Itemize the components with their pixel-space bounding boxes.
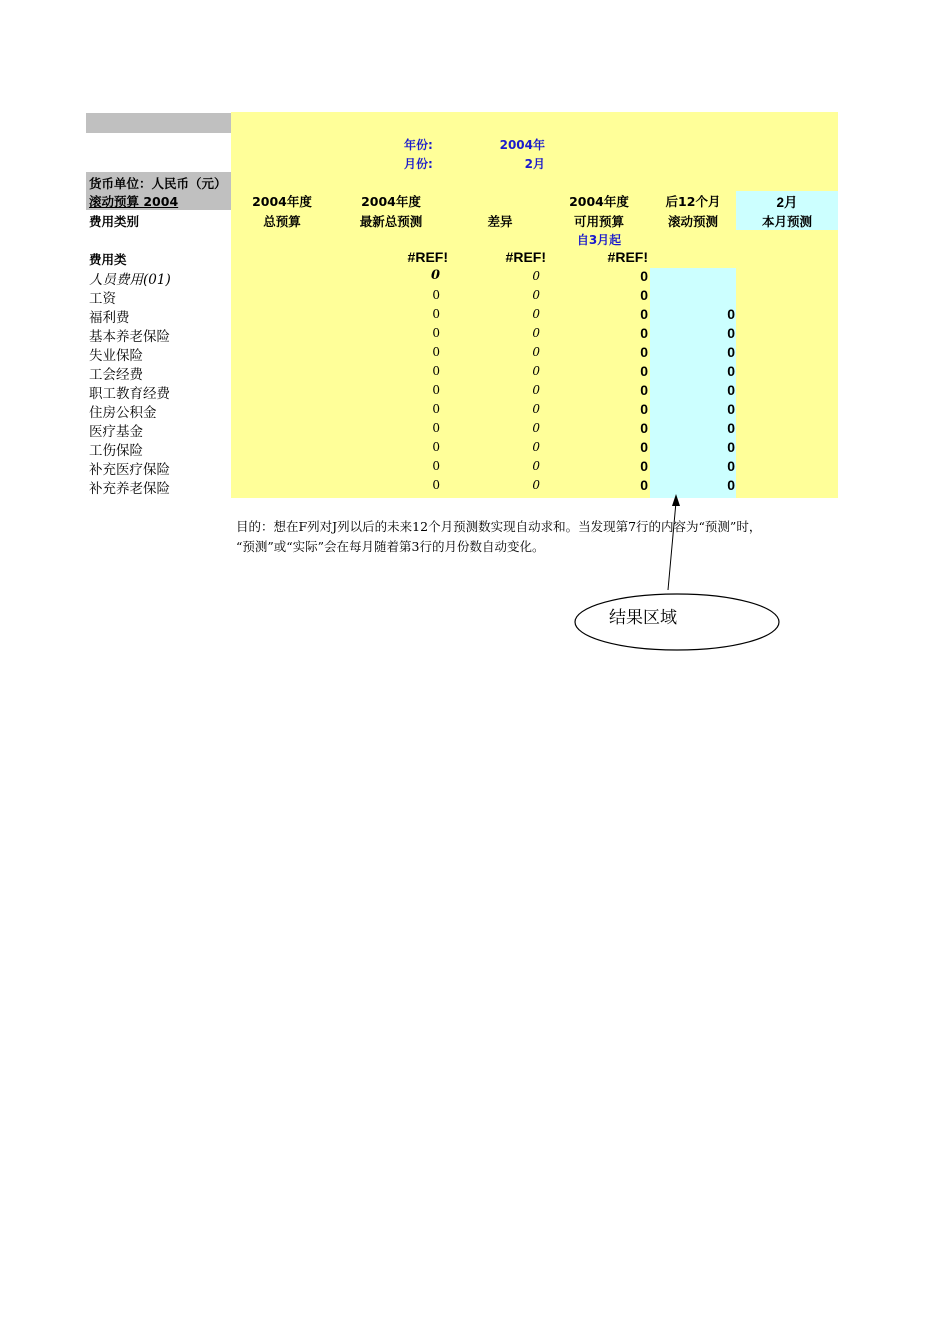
col-latest-forecast-line2: 最新总预测 (359, 214, 423, 229)
total-budget-cell[interactable]: 0 (432, 364, 440, 378)
row-label: 医疗基金 (89, 424, 143, 440)
available-budget-cell[interactable]: 0 (640, 363, 648, 379)
row-label: 福利费 (89, 310, 130, 326)
category-header: 费用类别 (89, 214, 140, 229)
available-budget-cell[interactable]: 0 (640, 420, 648, 436)
total-budget-cell[interactable]: 0 (432, 383, 440, 397)
total-budget-cell[interactable]: 0 (430, 268, 440, 283)
variance-cell[interactable]: 0 (532, 345, 540, 359)
total-budget-cell[interactable]: 0 (432, 345, 440, 359)
rolling-forecast-cell[interactable]: 0 (727, 363, 735, 379)
ref-error-cell[interactable]: #REF! (407, 249, 448, 265)
available-budget-cell[interactable]: 0 (640, 325, 648, 341)
ref-error-cell[interactable]: #REF! (505, 249, 546, 265)
rolling-forecast-cell[interactable]: 0 (727, 382, 735, 398)
available-budget-cell[interactable]: 0 (640, 439, 648, 455)
col-current-month-line1: 2月 (776, 195, 798, 210)
variance-cell[interactable]: 0 (532, 440, 540, 454)
col-latest-forecast-line1: 2004年度 (361, 194, 421, 209)
ref-error-cell[interactable]: #REF! (607, 249, 648, 265)
col-total-budget-line1: 2004年度 (252, 194, 312, 209)
variance-cell[interactable]: 0 (532, 402, 540, 416)
currency-unit: 货币单位：人民币（元） (89, 176, 227, 191)
variance-cell[interactable]: 0 (532, 307, 540, 321)
rolling-forecast-cell[interactable]: 0 (727, 420, 735, 436)
callout-label: 结果区域 (609, 608, 677, 628)
rolling-forecast-cell[interactable]: 0 (727, 325, 735, 341)
callout-ellipse (575, 594, 779, 650)
total-budget-cell[interactable]: 0 (432, 288, 440, 302)
year-label: 年份: (404, 138, 433, 152)
variance-cell[interactable]: 0 (532, 421, 540, 435)
row-label: 补充养老保险 (89, 481, 170, 497)
year-value[interactable]: 2004年 (499, 138, 545, 152)
row-label: 工伤保险 (89, 443, 143, 459)
col-available-budget-line1: 2004年度 (569, 194, 629, 209)
available-budget-cell[interactable]: 0 (640, 306, 648, 322)
available-budget-cell[interactable]: 0 (640, 268, 648, 284)
callout-arrow-line (668, 502, 676, 590)
col-total-budget-line2: 总预算 (263, 214, 301, 229)
rolling-forecast-cell[interactable]: 0 (727, 344, 735, 360)
total-budget-cell[interactable]: 0 (432, 326, 440, 340)
row-label: 补充医疗保险 (89, 462, 170, 478)
available-budget-cell[interactable]: 0 (640, 458, 648, 474)
variance-cell[interactable]: 0 (532, 364, 540, 378)
month-value[interactable]: 2月 (524, 157, 545, 171)
total-budget-cell[interactable]: 0 (432, 402, 440, 416)
variance-cell[interactable]: 0 (532, 326, 540, 340)
available-budget-cell[interactable]: 0 (640, 477, 648, 493)
total-budget-cell[interactable]: 0 (432, 440, 440, 454)
available-budget-cell[interactable]: 0 (640, 401, 648, 417)
variance-cell[interactable]: 0 (532, 383, 540, 397)
total-budget-cell[interactable]: 0 (432, 459, 440, 473)
available-budget-cell[interactable]: 0 (640, 382, 648, 398)
variance-cell[interactable]: 0 (532, 459, 540, 473)
total-budget-cell[interactable]: 0 (432, 307, 440, 321)
callout-arrowhead (672, 494, 680, 506)
purpose-note-line1: 目的：想在F列对J列以后的未来12个月预测数实现自动求和。当发现第7行的内容为“预测”时， (236, 519, 762, 534)
col-available-budget-line2: 可用预算 (573, 214, 624, 229)
total-budget-cell[interactable]: 0 (432, 478, 440, 492)
total-budget-cell[interactable]: 0 (432, 421, 440, 435)
row-label: 基本养老保险 (89, 329, 170, 345)
row-label: 住房公积金 (89, 405, 157, 421)
variance-cell[interactable]: 0 (532, 288, 540, 302)
col-rolling-forecast-line2: 滚动预测 (667, 214, 718, 229)
row-label: 工会经费 (89, 367, 143, 383)
col-current-month-line2: 本月预测 (761, 214, 812, 229)
from-month-note: 自3月起 (576, 233, 622, 247)
row-label: 失业保险 (89, 348, 143, 364)
available-budget-cell[interactable]: 0 (640, 344, 648, 360)
section-label: 费用类 (89, 252, 127, 267)
rolling-forecast-cell[interactable]: 0 (727, 477, 735, 493)
report-title: 滚动预算 2004 (89, 194, 179, 209)
rolling-forecast-cell[interactable]: 0 (727, 458, 735, 474)
row-label: 人员费用(01) (89, 272, 171, 288)
row-label: 工资 (89, 291, 116, 307)
rolling-forecast-cell[interactable]: 0 (727, 306, 735, 322)
rolling-forecast-cell[interactable]: 0 (727, 439, 735, 455)
col-variance-label: 差异 (487, 214, 513, 229)
purpose-note-line2: “预测”或“实际”会在每月随着第3行的月份数自动变化。 (236, 539, 545, 554)
available-budget-cell[interactable]: 0 (640, 287, 648, 303)
variance-cell[interactable]: 0 (532, 478, 540, 492)
col-rolling-forecast-line1: 后12个月 (665, 194, 721, 209)
month-label: 月份: (404, 157, 433, 171)
rolling-forecast-cell[interactable]: 0 (727, 401, 735, 417)
row-label: 职工教育经费 (89, 386, 170, 402)
variance-cell[interactable]: 0 (532, 269, 540, 283)
